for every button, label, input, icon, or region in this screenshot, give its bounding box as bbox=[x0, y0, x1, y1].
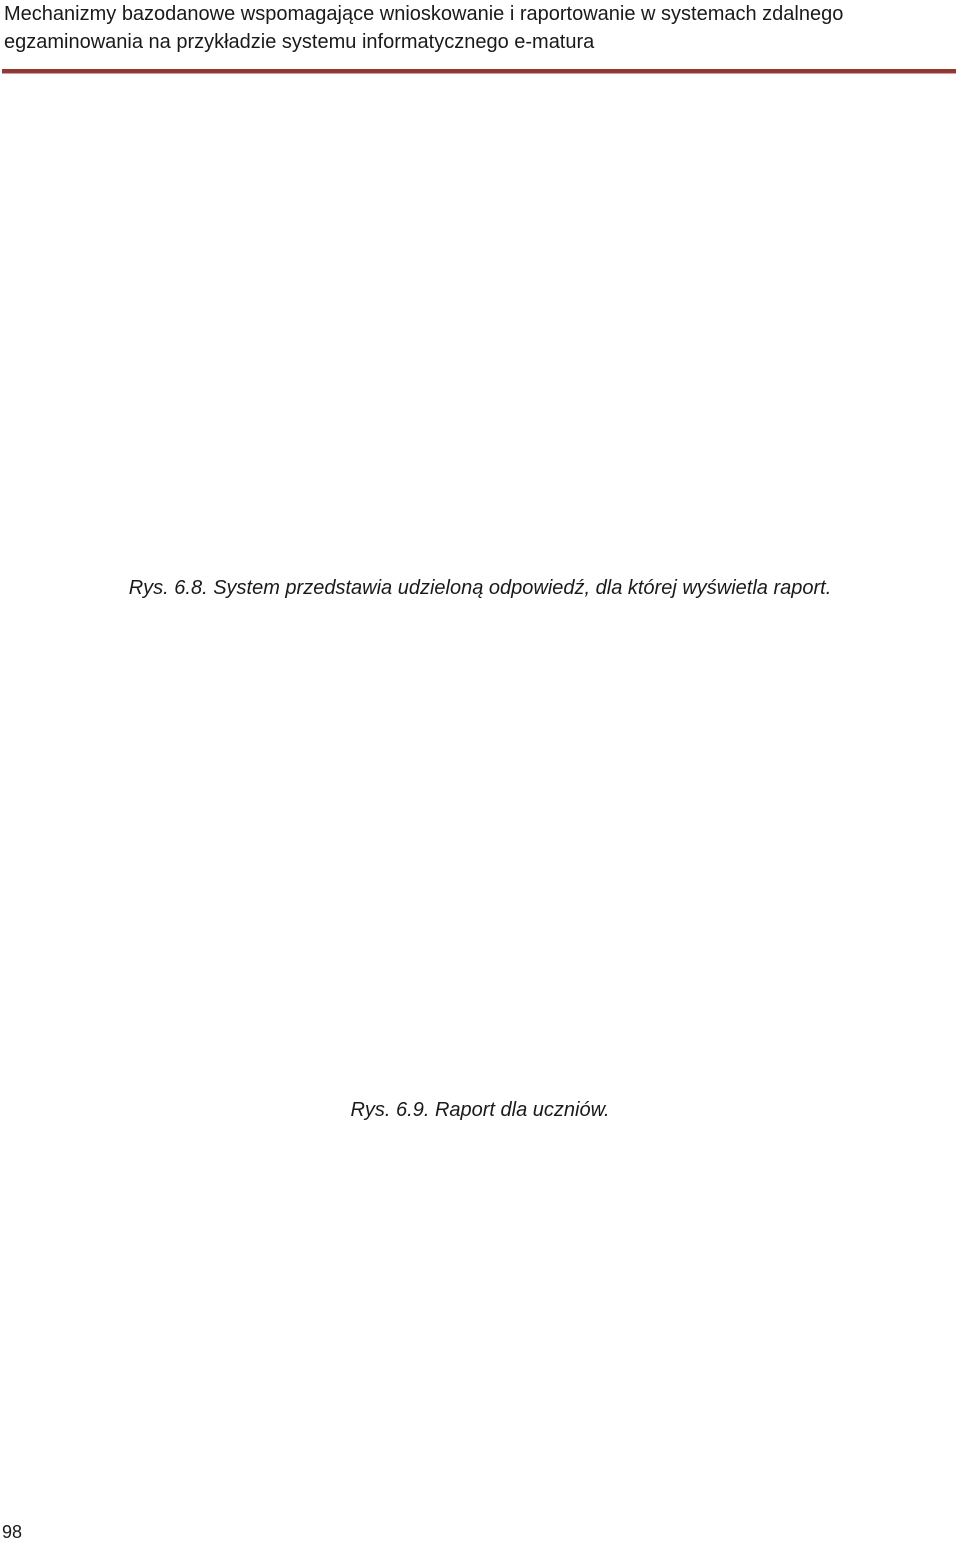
figure-caption-6-9: Rys. 6.9. Raport dla uczniów. bbox=[350, 1099, 610, 1121]
running-header-line-2: egzaminowania na przykładzie systemu informatycznego e-matura bbox=[4, 31, 595, 53]
header-rule-shadow bbox=[2, 73, 956, 74]
figure-caption-6-8: Rys. 6.8. System przedstawia udzieloną odpowiedź, dla której wyświetla raport. bbox=[128, 577, 832, 599]
page-number: 98 bbox=[2, 1522, 23, 1542]
running-header-line-1: Mechanizmy bazodanowe wspomagające wnioskowanie i raportowanie w systemach zdalnego bbox=[4, 3, 844, 25]
running-header bbox=[4, 0, 944, 56]
